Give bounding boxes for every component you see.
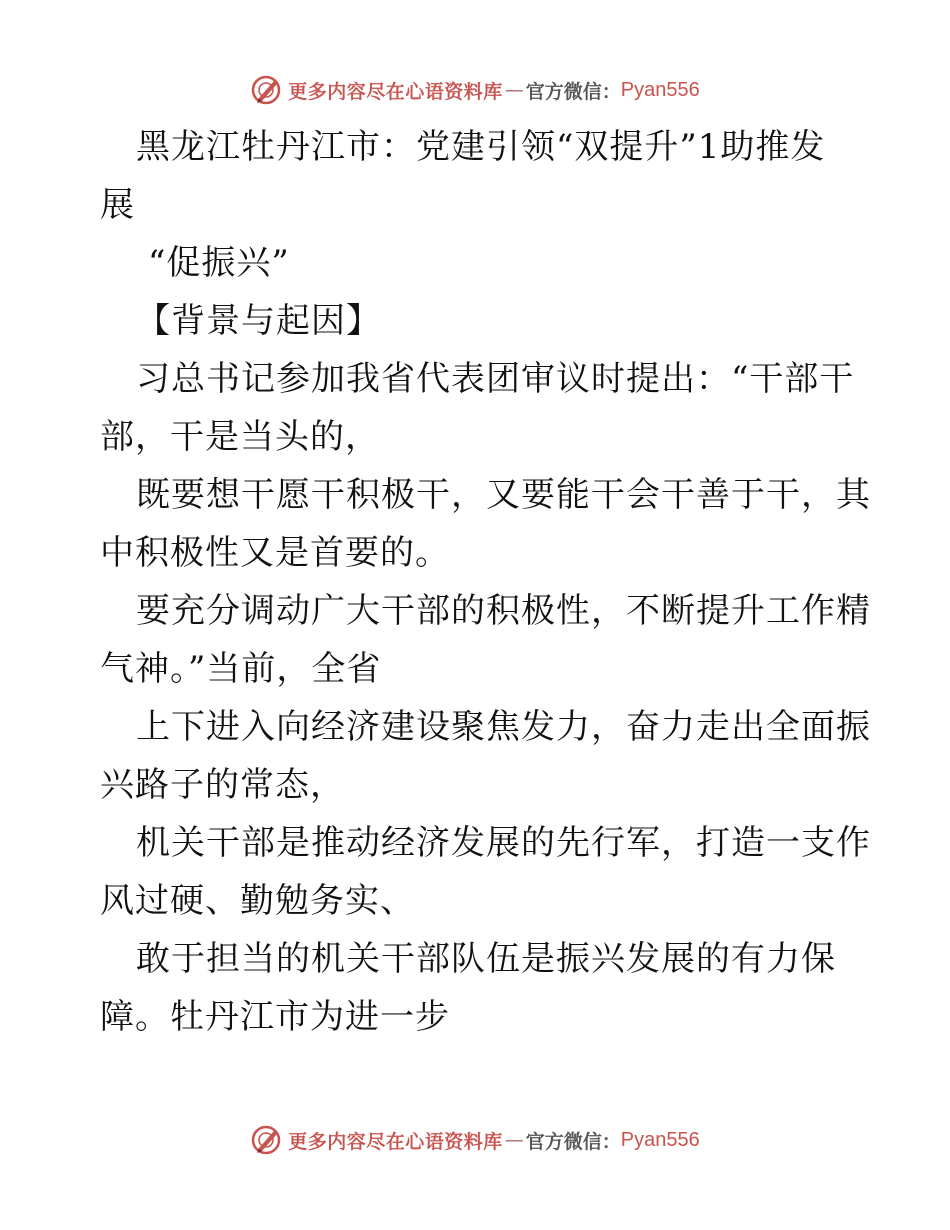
paragraph-line: 习总书记参加我省代表团审议时提出：“干部干 <box>136 359 855 399</box>
watermark-main-text: 更多内容尽在心语资料库 <box>288 80 503 103</box>
title-line: 黑龙江牡丹江市：党建引领“双提升”1助推发 <box>136 127 826 167</box>
paragraph-line: 兴路子的常态， <box>100 765 345 805</box>
paragraph-line: 中积极性又是首要的。 <box>100 533 450 573</box>
watermark-separator: — <box>504 1129 524 1151</box>
subtitle-line: “促振兴” <box>148 243 290 283</box>
watermark-id: Pyan556 <box>620 1128 700 1151</box>
pen-logo-icon <box>250 74 282 106</box>
footer-watermark <box>0 1120 950 1160</box>
watermark-separator: — <box>504 79 524 101</box>
paragraph-line: 部，干是当头的， <box>100 417 380 457</box>
paragraph-line: 既要想干愿干积极干，又要能干会干善于干，其 <box>136 475 871 515</box>
paragraph-line: 气神。”当前，全省 <box>100 649 382 689</box>
section-heading: 【背景与起因】 <box>136 301 381 341</box>
watermark-main-text: 更多内容尽在心语资料库 <box>288 1130 503 1153</box>
paragraph-line: 上下进入向经济建设聚焦发力，奋力走出全面振 <box>136 707 871 747</box>
header-watermark <box>0 70 950 110</box>
paragraph-line: 障。牡丹江市为进一步 <box>100 997 450 1037</box>
watermark-label: 官方微信： <box>525 1130 621 1153</box>
paragraph-line: 要充分调动广大干部的积极性，不断提升工作精 <box>136 591 871 631</box>
watermark-label: 官方微信： <box>525 80 621 103</box>
title-line-continued: 展 <box>100 185 135 225</box>
paragraph-line: 敢于担当的机关干部队伍是振兴发展的有力保 <box>136 939 836 979</box>
paragraph-line: 机关干部是推动经济发展的先行军，打造一支作 <box>136 823 871 863</box>
paragraph-line: 风过硬、勤勉务实、 <box>100 881 415 921</box>
watermark-id: Pyan556 <box>620 78 700 101</box>
pen-logo-icon <box>250 1124 282 1156</box>
document-body <box>100 118 871 1046</box>
